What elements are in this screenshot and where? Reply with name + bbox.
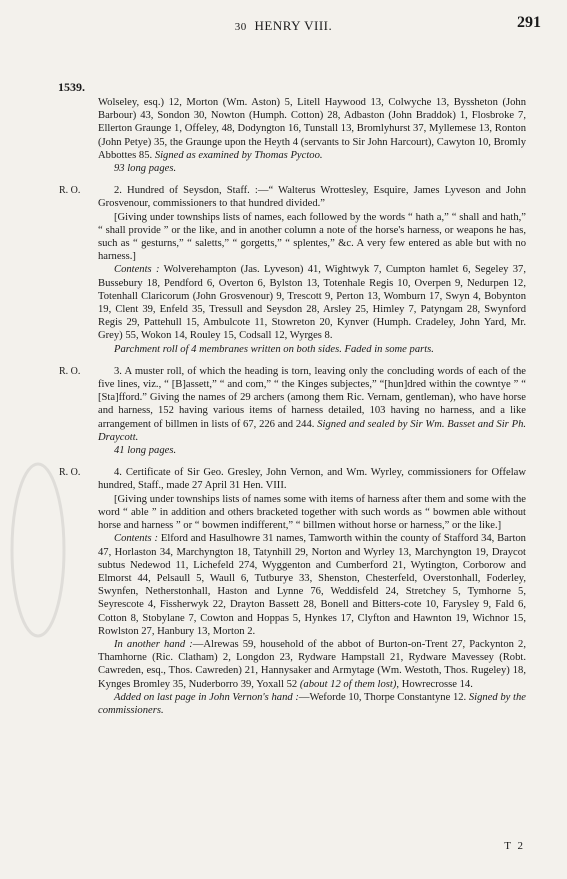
- contents-label: Contents :: [114, 264, 160, 276]
- another-hand-aside: (about 12 of them lost): [299, 678, 397, 690]
- entry-signature: Signed as examined by Thomas Pyctoo.: [154, 149, 323, 161]
- entry-2: [59, 184, 526, 356]
- added-label: Added on last page in John Vernon's hand :: [114, 691, 299, 703]
- reign-title: HENRY VIII.: [254, 18, 333, 33]
- entry-heading: 2. Hundred of Seysdon, Staff. :—“ Walterus Wrottesley, Esquire, James Lyveson and John Grosvenour, commissioners to that hundred divided.”: [98, 185, 526, 210]
- page-count: 41 long pages.: [114, 445, 177, 457]
- running-title: [0, 18, 567, 34]
- source-marker: R. O.: [59, 185, 81, 197]
- entry-body: 3. A muster roll, of which the heading is torn, leaving only the concluding words of each of the five lines, viz., “ [B]assett,” “ and com,” “ the Kinges subjectes,” “[hun]dred within the cowntye ” “ [Sta]fford.” Giving the names of 29 archers (among them Ric. Vernam, gentleman), who have horse and harness, 152 having various items of harness detailed, 103 having no harness, and a like arrangement of billmen in lists of 67, 226 and 244.: [98, 365, 526, 430]
- entry-contents: [98, 532, 526, 638]
- volume-number: 30: [234, 21, 247, 33]
- library-stamp-watermark: [8, 460, 68, 640]
- contents-text: Wolverehampton (Jas. Lyveson) 41, Wightwyk 7, Cumpton hamlet 6, Segeley 37, Bussebury 18, Pendford 6, Overton 6, Bylston 13, Totenhale Regis 10, Overpen 9, Nedurpen 12, Totenhall Claricorum (John Grosvenour) 9, Trescott 9, Perton 13, Womburn 17, Swyn 4, Bobynton 19, Clent 39, Enfeld 35, Tressull and Seysdon 28, Arsley 25, Himley 7, Patyngam 28, Swynford Regis 29, Pattehull 15, Ambulcote 11, Stowreton 20, Kynver (Humph. Cradeley, John Yard, Mr. Grey) 55, Wokon 14, Rouley 15, Codsall 12, Wyrges 8.: [98, 264, 526, 342]
- another-hand-text: —Alrewas 59, household of the abbot of Burton-on-Trent 27, Packynton 2, Thamhorne (Ric. Clatham) 2, Longdon 23, Rydware Hampstall 21, Rydware Mavessey (Robt. Cawreden, esq., Thos. Cawreden) 21, Hannysaker and Armytage (Wm. Westoth, Thos. Rugeley) 18, Kynges Bromley 35, Nuderborro 39, Yoxall 52: [98, 638, 526, 690]
- another-hand-end: , Howrecrosse 14.: [396, 678, 473, 690]
- entry-another-hand: [98, 638, 526, 691]
- entry-text: [98, 365, 526, 444]
- another-hand-label: In another hand :: [114, 638, 193, 650]
- source-marker: R. O.: [59, 467, 81, 479]
- entry-3: [59, 365, 527, 457]
- entry-text: [98, 96, 526, 162]
- document-body: [59, 96, 527, 717]
- page-number: 291: [517, 14, 541, 31]
- added-signature: Signed by the commissioners.: [98, 691, 526, 716]
- entry-heading: 4. Certificate of Sir Geo. Gresley, John Vernon, and Wm. Wyrley, commissioners for Offelaw hundred, Staff., made 27 April 31 Hen. VIII.: [98, 467, 526, 492]
- signature-mark: T 2: [504, 840, 525, 852]
- running-head: [0, 14, 567, 38]
- entry-1-continued: [98, 96, 526, 175]
- entry-signature: Signed and sealed by Sir Wm. Basset and Sir Ph. Draycott.: [98, 418, 527, 443]
- entry-physical-note: [98, 343, 526, 356]
- entry-contents: [98, 263, 526, 342]
- entry-4: [59, 466, 526, 717]
- entry-bracket-note: [Giving under townships lists of names, each followed by the words “ hath a,” “ shall and hath,” “ shall provide ” or the like, and in another column a note of the horse's harness, or weapons he has, such as “ gesturns,” “ saletts,” “ gorgetts,” “ splentes,” &c. A very few entered as able but with no harness.]: [98, 211, 526, 263]
- source-marker: R. O.: [59, 365, 81, 377]
- entry-bracket-note: [Giving under townships lists of names some with items of harness after them and some with the word “ able ” in addition and others bracketed together with such words as “ bowmen able without horse and harness ” or “ bowmen indifferent,” “ billmen without horse or harness,” or the like.]: [98, 493, 526, 532]
- contents-label: Contents :: [114, 533, 159, 545]
- entry-intro: Wolseley, esq.) 12, Morton (Wm. Aston) 5, Litell Haywood 13, Colwyche 13, Byssheton (John Barbour) 43, Sondon 30, Nowton (Humph. Cotton) 28, Adbaston (John Braddok) 1, Flosbroke 7, Ellerton Graunge 1, Offeley, 48, Dodyngton 16, Tunstall 13, Bromlyhurst 37, Myllemese 13, Ronton (John Petye) 35, the Graunge upon the Heyth 4 (servants to Sir John Harcourt), Cawyton 10, Bromly Abbottes 85.: [98, 97, 526, 161]
- entry-added-note: [98, 691, 526, 717]
- physical-note-text: Parchment roll of 4 membranes written on both sides. Faded in some parts.: [114, 343, 434, 355]
- year-marker: 1539.: [58, 80, 85, 94]
- contents-text: Elford and Hasulhowre 31 names, Tamworth within the county of Stafford 34, Barton 47, Horlaston 34, Marchyngton 18, Tatynhill 29, Norton and Wyrley 13, Marchyngton 19, Draycot subtus Nedewod 11, Lichefeld 274, Wyggenton and Cumberford 21, Wytington, Corborow and Elmorst 44, Pelsaull 5, Waull 6, Tutburye 33, Shenston, Chesterfeld, Overstonhall, Foderley, Swynfen, Netherstonhall, Haston and Lynne 76, Weddisfeld 24, Stretchey 5, Tymhorne 5, Seyrescote 4, Fissherwyk 22, Drayton Bassett 28, Bonell and Bitters-cote 10, Farysley 9, Fald 6, Cotton 8, Stobylane 7, Cowton and Hoppas 5, Hynkes 17, Clyfton and Hawnton 19, Wichnor 15, Rowlston 27, Hanbury 13, Morton 2.: [98, 533, 526, 637]
- page-count: 93 long pages.: [114, 163, 177, 175]
- added-text: —Weforde 10, Thorpe Constantyne 12.: [298, 691, 467, 703]
